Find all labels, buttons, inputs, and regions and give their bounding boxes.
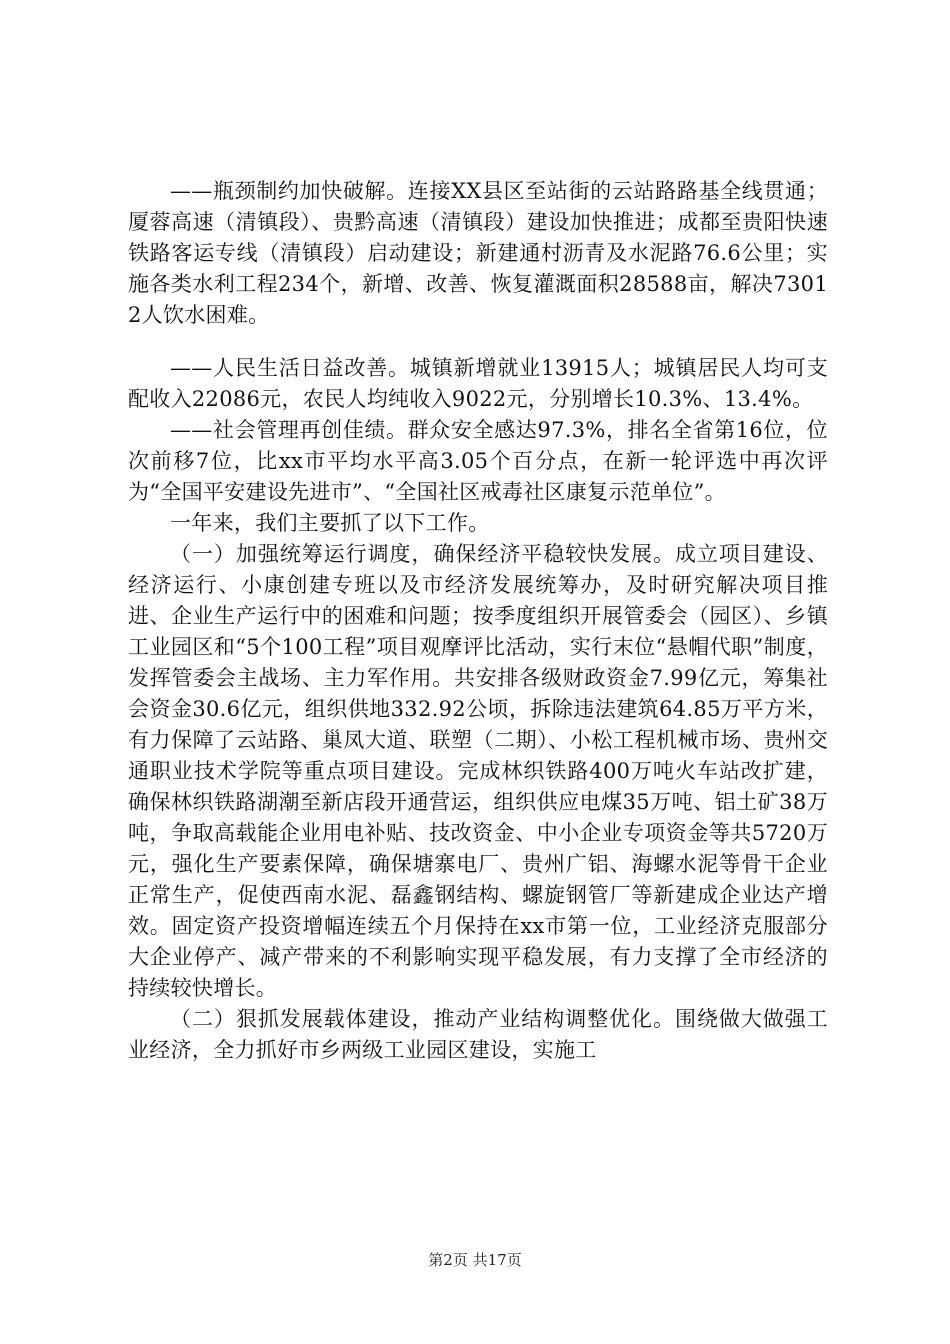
paragraph-gap (128, 331, 828, 353)
paragraph-livelihood: ——人民生活日益改善。城镇新增就业13915人；城镇居民人均可支配收入22086元，农民人均纯收入9022元，分别增长10.3%、13.4%。 (128, 356, 828, 411)
document-body (128, 176, 828, 1066)
paragraph-section-two: （二）狠抓发展载体建设，推动产业结构调整优化。围绕做大做强工业经济，全力抓好市乡两级工业园区建设，实施工 (128, 1007, 828, 1062)
paragraph-section-one: （一）加强统筹运行调度，确保经济平稳较快发展。成立项目建设、经济运行、小康创建专班以及市经济发展统筹办，及时研究解决项目推进、企业生产运行中的困难和问题；按季度组织开展管委会（园区）、乡镇工业园区和“5个100工程”项目观摩评比活动，实行末位“悬帽代职”制度，发挥管委会主战场、主力军作用。共安排各级财政资金7.99亿元，筹集社会资金30.6亿元，组织供地332.92公顷，拆除违法建筑64.85万平方米，有力保障了云站路、巢凤大道、联塑（二期）、小松工程机械市场、贵州交通职业技术学院等重点项目建设。完成林织铁路400万吨火车站改扩建，确保林织铁路湖潮至新店段开通营运，组织供应电煤35万吨、铝土矿38万吨，争取高载能企业用电补贴、技改资金、中小企业专项资金等共5720万元，强化生产要素保障，确保塘寨电厂、贵州广铝、海螺水泥等骨干企业正常生产，促使西南水泥、磊鑫钢结构、螺旋钢管厂等新建成企业达产增效。固定资产投资增幅连续五个月保持在xx市第一位，工业经济克服部分大企业停产、减产带来的不利影响实现平稳发展，有力支撑了全市经济的持续较快增长。 (128, 542, 828, 1000)
paragraph-bottleneck: ——瓶颈制约加快破解。连接XX县区至站街的云站路路基全线贯通；厦蓉高速（清镇段）、贵黔高速（清镇段）建设加快推进；成都至贵阳快速铁路客运专线（清镇段）启动建设；新建通村沥青及水泥路76.6公里；实施各类水利工程234个，新增、改善、恢复灌溉面积28588亩，解决73012人饮水困难。 (128, 179, 828, 327)
paragraph-work-intro: 一年来，我们主要抓了以下工作。 (170, 511, 490, 535)
paragraph-social-management: ——社会管理再创佳绩。群众安全感达97.3%，排名全省第16位，位次前移7位，比xx市平均水平高3.05个百分点，在新一轮评选中再次评为“全国平安建设先进市”、“全国社区戒毒社区康复示范单位”。 (128, 418, 828, 504)
page-footer: 第2页 共17页 (428, 1251, 522, 1269)
